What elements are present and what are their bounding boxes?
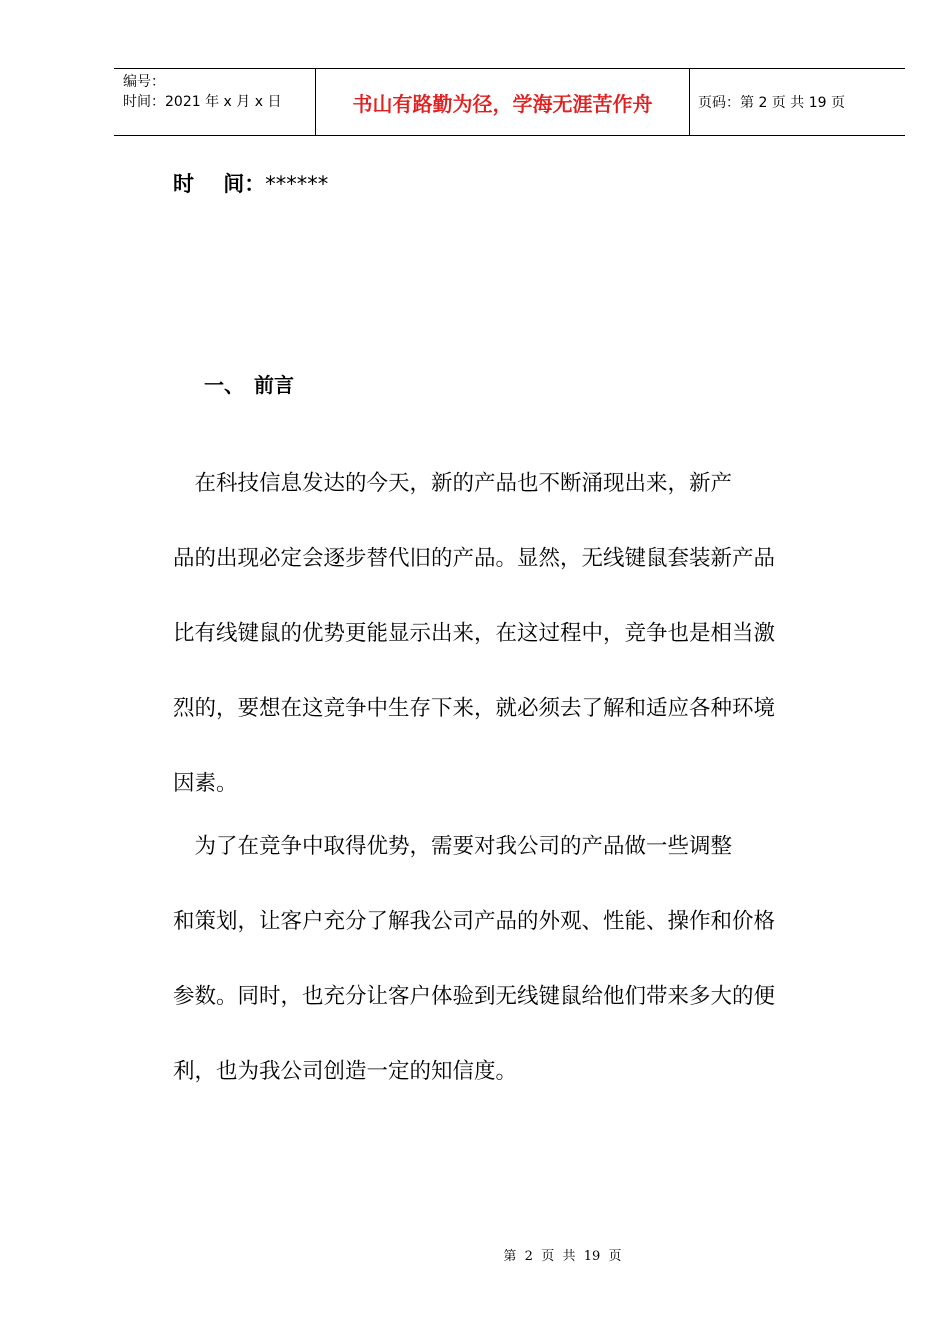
paragraph-1 — [173, 446, 853, 821]
section-heading — [204, 371, 294, 399]
header-motto — [316, 69, 690, 135]
page-footer — [0, 1245, 950, 1264]
time-line-label: 时 间： — [173, 172, 266, 196]
page-header — [114, 68, 905, 136]
time-line — [173, 170, 328, 198]
paragraph-line: 为了在竞争中取得优势，需要对我公司的产品做一些调整 — [173, 834, 733, 859]
paragraph-line: 品的出现必定会逐步替代旧的产品。显然，无线键鼠套装新产品 — [173, 546, 776, 571]
paragraph-line: 在科技信息发达的今天，新的产品也不断涌现出来，新产 — [173, 471, 733, 496]
number-label: 编号： — [123, 74, 165, 90]
section-number: 一、 — [204, 373, 244, 397]
paragraph-line: 利，也为我公司创造一定的知信度。 — [173, 1059, 518, 1084]
paragraph-line: 烈的，要想在这竞争中生存下来，就必须去了解和适应各种环境 — [173, 696, 776, 721]
paragraph-2 — [173, 809, 853, 1109]
paragraph-line: 比有线键鼠的优势更能显示出来，在这过程中，竞争也是相当激 — [173, 621, 776, 646]
time-line-value: ****** — [265, 172, 329, 196]
motto-text: 书山有路勤为径，学海无涯苦作舟 — [352, 91, 653, 116]
footer-page-number: 第 2 页 共 19 页 — [503, 1249, 622, 1264]
time-label: 时间：2021 年 x 月 x 日 — [123, 94, 282, 110]
paragraph-line: 和策划，让客户充分了解我公司产品的外观、性能、操作和价格 — [173, 909, 776, 934]
header-page-info — [690, 69, 905, 135]
paragraph-line: 因素。 — [173, 771, 238, 796]
header-meta — [114, 69, 316, 135]
page-info-text: 页码：第 2 页 共 19 页 — [698, 95, 845, 111]
section-title: 前言 — [254, 373, 294, 397]
paragraph-line: 参数。同时，也充分让客户体验到无线键鼠给他们带来多大的便 — [173, 984, 776, 1009]
